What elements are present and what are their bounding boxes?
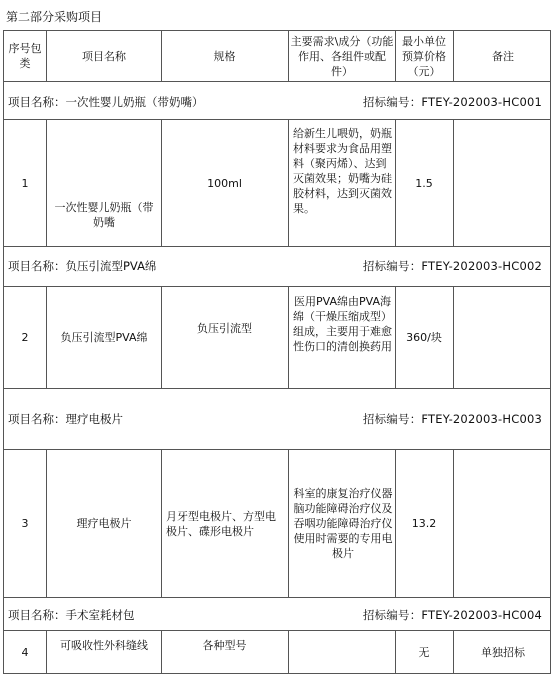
- rule: [3, 246, 551, 247]
- header-req: 主要需求\成分（功能作用、各组件或配件）: [290, 34, 394, 78]
- row-name: 理疗电极片: [76, 517, 132, 530]
- column-divider: [288, 119, 289, 246]
- row-name: 一次性婴儿奶瓶（带奶嘴: [54, 201, 154, 229]
- section-title-2: 项目名称：负压引流型PVA绵: [8, 259, 157, 273]
- column-divider: [395, 630, 396, 673]
- column-divider: [288, 286, 289, 388]
- row-note: [456, 287, 550, 388]
- column-divider: [46, 119, 47, 246]
- row-price: 1.5: [415, 176, 433, 190]
- row-note: [456, 450, 550, 597]
- header-name: 项目名称: [82, 49, 126, 63]
- rule: [3, 597, 551, 598]
- column-divider: [395, 449, 396, 597]
- rule: [3, 388, 551, 389]
- row-req: [290, 631, 394, 673]
- column-divider: [453, 119, 454, 246]
- row-seq: 4: [21, 645, 29, 659]
- header-price: 最小单位预算价格（元）: [402, 34, 446, 78]
- column-divider: [288, 449, 289, 597]
- row-name: 负压引流型PVA绵: [60, 331, 148, 344]
- column-divider: [161, 449, 162, 597]
- row-seq: 1: [21, 176, 29, 190]
- column-divider: [453, 30, 454, 81]
- section-title: 第二部分采购项目: [6, 10, 103, 24]
- header-note: 备注: [492, 49, 514, 63]
- row-note: [456, 120, 550, 246]
- rule: [3, 81, 551, 82]
- section-code-3: 招标编号：FTEY-202003-HC003: [362, 412, 542, 426]
- column-divider: [288, 30, 289, 81]
- row-price: 360/块: [406, 331, 442, 344]
- row-seq: 2: [21, 331, 29, 344]
- column-divider: [395, 30, 396, 81]
- column-divider: [395, 286, 396, 388]
- rule: [3, 673, 551, 674]
- row-req: 科室的康复治疗仪器脑功能障碍治疗仪及吞咽功能障碍治疗仪使用时需要的专用电极片: [293, 487, 393, 560]
- column-divider: [453, 630, 454, 673]
- row-spec: 100ml: [207, 176, 242, 190]
- row-price: 无: [418, 645, 430, 659]
- column-divider: [288, 630, 289, 673]
- column-divider: [395, 119, 396, 246]
- column-divider: [453, 449, 454, 597]
- section-title-1: 项目名称：一次性婴儿奶瓶（带奶嘴）: [8, 95, 204, 109]
- section-title-3: 项目名称：理疗电极片: [8, 412, 123, 426]
- rule: [550, 30, 551, 674]
- header-spec: 规格: [213, 49, 236, 63]
- row-spec: 负压引流型: [197, 321, 252, 335]
- row-req: 医用PVA绵由PVA海绵（干燥压缩成型）组成，主要用于难愈性伤口的清创换药用: [293, 295, 392, 353]
- row-note: 单独招标: [481, 645, 525, 659]
- row-price: 13.2: [411, 517, 437, 530]
- row-name: 可吸收性外科缝线: [60, 638, 148, 652]
- row-spec: 各种型号: [202, 638, 247, 652]
- row-spec: 月牙型电极片、方型电极片、碟形电极片: [166, 509, 276, 538]
- column-divider: [453, 286, 454, 388]
- row-req: 给新生儿喂奶，奶瓶材料要求为食品用塑料（聚丙烯）、达到灭菌效果；奶嘴为硅胶材料，达到灭菌效果。: [293, 127, 392, 215]
- header-seq: 序号包类: [8, 42, 42, 70]
- row-seq: 3: [21, 517, 29, 530]
- section-code-1: 招标编号：FTEY-202003-HC001: [362, 95, 542, 109]
- section-code-4: 招标编号：FTEY-202003-HC004: [362, 608, 542, 622]
- section-title-4: 项目名称：手术室耗材包: [8, 608, 135, 622]
- section-code-2: 招标编号：FTEY-202003-HC002: [362, 259, 542, 273]
